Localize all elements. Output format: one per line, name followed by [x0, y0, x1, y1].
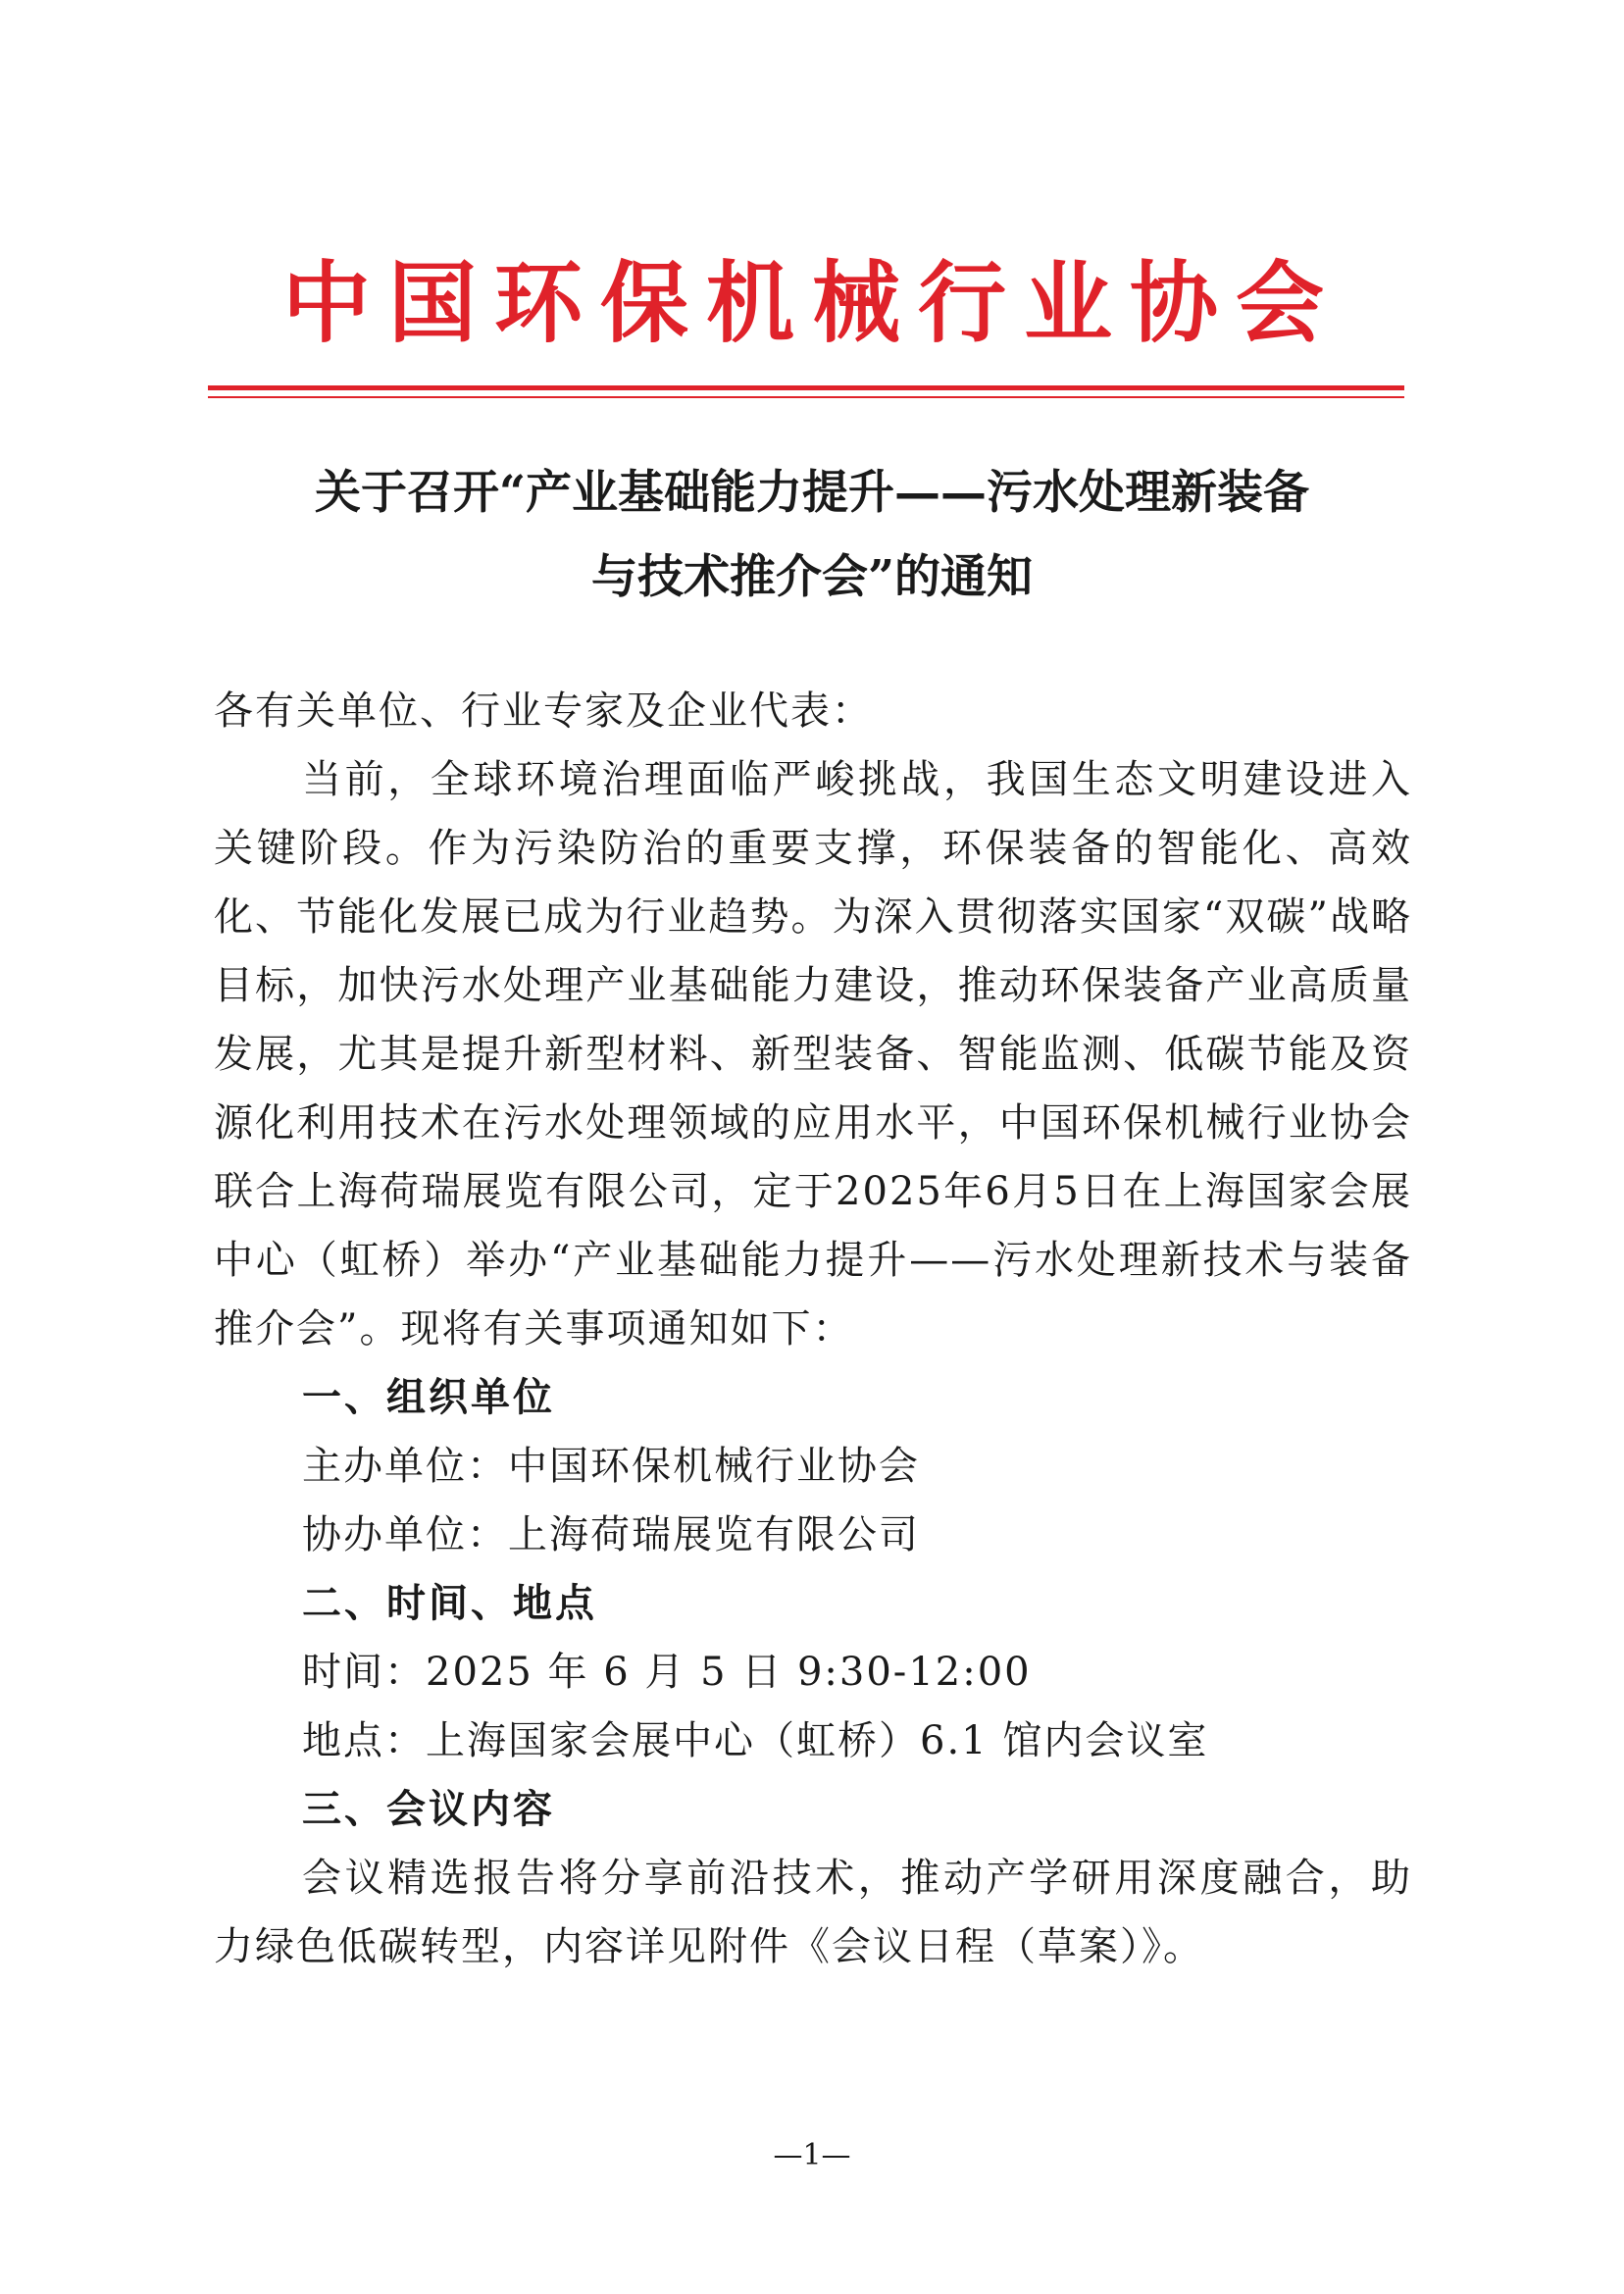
letterhead-rule-thick	[208, 385, 1404, 390]
document-title-line-1: 关于召开“产业基础能力提升——污水处理新装备	[314, 466, 1310, 520]
page-number: —1—	[773, 2138, 851, 2172]
meeting-time: 时间：2025 年 6 月 5 日 9:30-12:00	[302, 1650, 1032, 1695]
letterhead-rule-thin	[208, 396, 1404, 398]
meeting-location: 地点：上海国家会展中心（虹桥）6.1 馆内会议室	[302, 1718, 1209, 1763]
intro-paragraph: 当前，全球环境治理面临严峻挑战，我国生态文明建设进入关键阶段。作为污染防治的重要支撑，环保装备的智能化、高效化、节能化发展已成为行业趋势。为深入贯彻落实国家“双碳”战略目标，加快污水处理产业基础能力建设，推动环保装备产业高质量发展，尤其是提升新型材料、新型装备、智能监测、低碳节能及资源化利用技术在污水处理领域的应用水平，中国环保机械行业协会联合上海荷瑞展览有限公司，定于2025年6月5日在上海国家会展中心（虹桥）举办“产业基础能力提升——污水处理新技术与装备推介会”。现将有关事项通知如下：	[214, 757, 1412, 1351]
section-heading-time-location: 二、时间、地点	[302, 1581, 597, 1626]
organization-letterhead: 中国环保机械行业协会	[282, 252, 1342, 355]
document-title	[196, 451, 1428, 620]
organizer-cohost: 协办单位：上海荷瑞展览有限公司	[302, 1512, 920, 1557]
organizer-host: 主办单位：中国环保机械行业协会	[302, 1444, 920, 1489]
document-body	[214, 677, 1412, 1981]
section-heading-organizers: 一、组织单位	[302, 1375, 555, 1420]
meeting-content-paragraph: 会议精选报告将分享前沿技术，推动产学研用深度融合，助力绿色低碳转型，内容详见附件《会议日程（草案）》。	[214, 1856, 1412, 1969]
document-title-line-2: 与技术推介会”的通知	[590, 550, 1034, 604]
section-heading-content: 三、会议内容	[302, 1787, 555, 1832]
salutation: 各有关单位、行业专家及企业代表：	[214, 688, 873, 734]
